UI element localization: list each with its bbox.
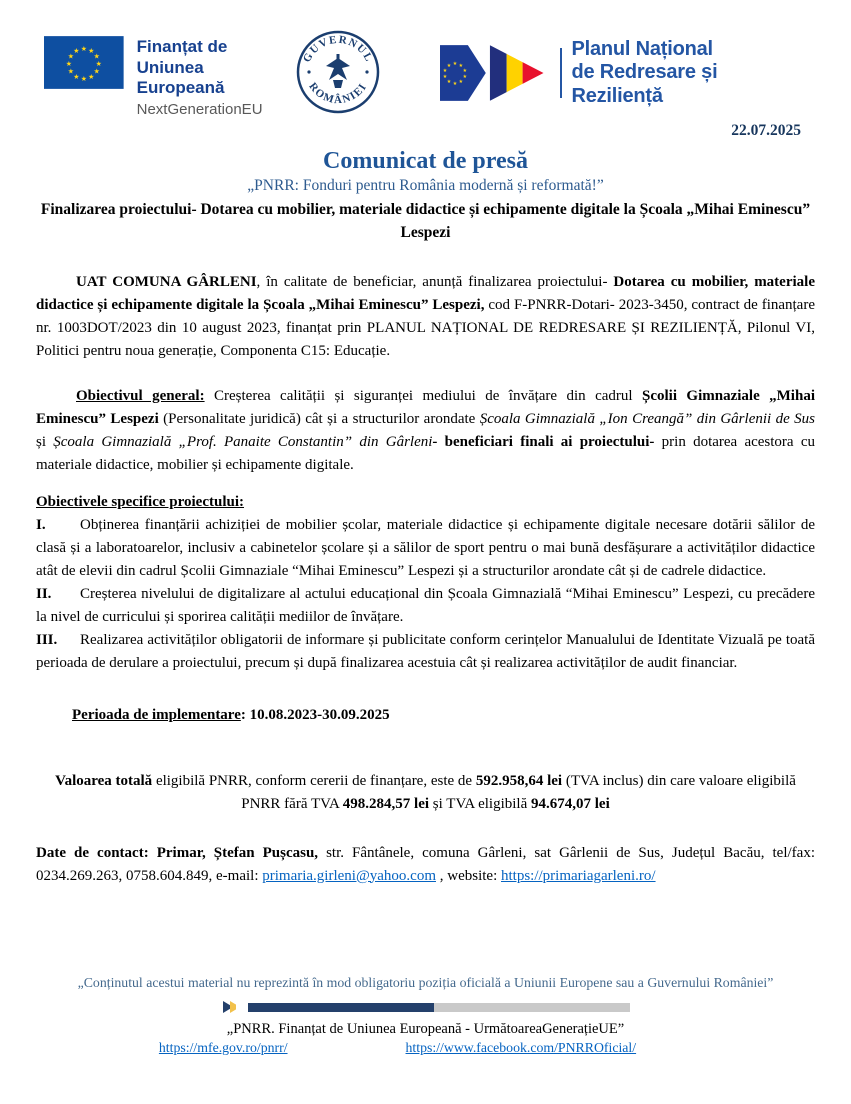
text-run: și	[36, 433, 54, 450]
objective-3	[36, 629, 815, 675]
general-objective-label: Obiectivul general:	[76, 387, 205, 404]
pnrr-arrows-icon	[440, 44, 551, 102]
project-name: Dotarea cu mobilier, materiale didactice și echipamente digitale la Școala „Mihai Eminescu” Lespezi,	[36, 273, 815, 313]
footer-links	[0, 1040, 823, 1056]
text-run: eligibilă PNRR, conform cererii de finanțare, este de	[152, 772, 476, 789]
svg-text:★: ★	[446, 79, 451, 86]
svg-text:★: ★	[452, 81, 457, 88]
footer-disclaimer: „Conținutul acestui material nu reprezintă în mod obligatoriu poziția oficială a Uniunii Europene sau a Guvernului României”	[77, 975, 774, 990]
project-heading: Finalizarea proiectului- Dotarea cu mobilier, materiale didactice și echipamente digitale la Școala „Mihai Eminescu” Lespezi	[40, 200, 811, 241]
contact-website-link[interactable]: https://primariagarleni.ro/	[501, 867, 656, 884]
pnrr-logo-text	[571, 38, 813, 108]
page-title: Comunicat de presă	[323, 147, 528, 174]
svg-text:★: ★	[73, 72, 80, 81]
svg-text:ROMÂNIEI: ROMÂNIEI	[305, 80, 370, 107]
romanian-government-logo	[296, 30, 380, 119]
paragraph-beneficiary	[36, 271, 815, 363]
text-run: , website:	[436, 867, 501, 884]
implementation-period	[36, 704, 815, 727]
svg-text:★: ★	[462, 74, 467, 81]
value-without-vat: 498.284,57 lei	[342, 795, 430, 812]
text-run: (Personalitate juridică) cât și a structurilor arondate	[158, 410, 480, 427]
header	[0, 0, 851, 120]
footer-facebook-link[interactable]: https://www.facebook.com/PNRROficial/	[405, 1040, 637, 1055]
text-run: Creșterea calității și siguranței mediului de învățare din cadrul	[204, 387, 642, 404]
objective-1-numeral: I.	[36, 516, 46, 533]
svg-text:★: ★	[88, 47, 95, 56]
svg-text:★: ★	[446, 63, 451, 70]
pnrr-text-line1: Planul Național	[571, 38, 713, 60]
svg-text:GUVERNUL: GUVERNUL	[300, 33, 375, 65]
svg-text:★: ★	[80, 74, 87, 83]
objective-1-text: Obținerea finanțării achiziției de mobilier școlar, materiale didactice și echipamente digitale necesare dotării sălilor de clasă și a laboratoarelor, inclusiv a cabinetelor școlare și a sălilor de sport pentru o mai bună desfășurare a activităților didactice atât de elevii din cadrul Școlii Gimnaziale “Mihai Eminescu” Lespezi și a structurilor arondate cât și de cadrele didactice.	[36, 516, 815, 579]
text-run: cod F-PNRR-Dotari- 2023-3450, contract de finanțare nr. 1003DOT/2023 din 10 august 2023, finanțat prin PLANUL NAȚIONAL DE REDRESARE ȘI REZILIENȚĂ, Pilonul VI, Politici pentru noua generație, Componenta C15: Educație.	[36, 296, 815, 359]
eu-funding-logo	[44, 36, 296, 120]
specific-objectives-heading: Obiectivele specifice proiectului:	[36, 493, 245, 510]
svg-text:★: ★	[93, 67, 100, 76]
government-seal-icon	[296, 30, 380, 114]
school-name-italic: Școala Gimnazială „Ion Creangă” din Gârlenii de Sus	[479, 410, 815, 427]
footer-arrows-icon	[222, 1000, 248, 1014]
implementation-period-label: Perioada de implementare	[72, 706, 241, 723]
paragraph-general-objective	[36, 385, 815, 477]
svg-text:★: ★	[67, 67, 74, 76]
text-run: prin dotarea acestora cu materiale didactice, mobilier și echipamente digitale.	[36, 433, 815, 473]
school-name-italic: Școala Gimnazială „Prof. Panaite Constantin” din Gârleni	[53, 433, 433, 450]
footer-progress-bar	[0, 1000, 851, 1014]
eu-text-line3: NextGenerationEU	[136, 101, 263, 119]
pnrr-logo	[440, 38, 814, 108]
pnrr-text-line2: de Redresare și Reziliență	[571, 61, 718, 107]
total-value-amount: 592.958,64 lei	[475, 772, 563, 789]
objective-2	[36, 583, 815, 629]
contact-email-link[interactable]: primaria.girleni@yahoo.com	[262, 867, 436, 884]
svg-text:★: ★	[65, 59, 72, 68]
objective-1	[36, 514, 815, 583]
objective-2-text: Creșterea nivelului de digitalizare al actului educațional din Școala Gimnazială “Mihai Eminescu” Lespezi, cu precădere la nivel de curricului și sporirea calității mediilor de învățare.	[36, 585, 815, 625]
beneficiaries-label: - beneficiari finali ai proiectului-	[432, 433, 655, 450]
paragraph-contact	[36, 842, 815, 888]
paragraph-total-value	[36, 770, 815, 816]
pnrr-separator	[560, 48, 562, 98]
svg-text:★: ★	[95, 59, 102, 68]
svg-text:★: ★	[458, 79, 463, 86]
implementation-period-value: : 10.08.2023-30.09.2025	[240, 706, 390, 723]
beneficiary-name: UAT COMUNA GÂRLENI	[76, 273, 257, 290]
document-date: 22.07.2025	[731, 121, 801, 139]
footer-pnrr-line: „PNRR. Finanțat de Uniunea Europeană - UrmătoareaGenerațieUE”	[226, 1021, 625, 1037]
svg-text:★: ★	[458, 63, 463, 70]
footer	[0, 975, 851, 1056]
document-body	[0, 271, 851, 888]
footer-bar-gray	[434, 1003, 630, 1012]
text-run: și TVA eligibilă	[429, 795, 531, 812]
text-run: str. Fântânele, comuna Gârleni, sat Gârlenii de Sus, Județul Bacău, tel/fax: 0234.269.263, 0758.604.849, e-mail:	[36, 844, 815, 884]
vat-amount: 94.674,07 lei	[531, 795, 610, 812]
svg-text:★: ★	[442, 74, 447, 81]
school-name: Școlii Gimnaziale „Mihai Eminescu” Lespezi	[36, 387, 815, 427]
eu-text-line1: Finanțat de	[136, 37, 228, 56]
eu-funding-text	[137, 37, 296, 120]
contact-label: Date de contact: Primar, Ștefan Pușcasu,	[36, 844, 319, 861]
objective-2-numeral: II.	[36, 585, 52, 602]
eu-flag-icon	[44, 36, 124, 89]
total-value-label: Valoarea totală	[55, 772, 153, 789]
svg-text:★: ★	[452, 61, 457, 68]
svg-text:★: ★	[80, 45, 87, 54]
svg-text:★: ★	[88, 72, 95, 81]
svg-text:★: ★	[442, 68, 447, 75]
footer-bar-navy	[248, 1003, 434, 1012]
svg-text:★: ★	[73, 47, 80, 56]
svg-text:★: ★	[93, 52, 100, 61]
page-subtitle: „PNRR: Fonduri pentru România modernă și reformată!”	[247, 176, 604, 194]
objective-3-numeral: III.	[36, 631, 58, 648]
footer-mfe-link[interactable]: https://mfe.gov.ro/pnrr/	[158, 1040, 288, 1055]
svg-text:★: ★	[462, 68, 467, 75]
eu-text-line2: Uniunea Europeană	[136, 57, 225, 98]
objective-3-text: Realizarea activităților obligatorii de informare și publicitate conform cerințelor Manualului de Identitate Vizuală pe toată perioada de derulare a proiectului, precum și după finalizarea acestuia cât și realizarea activităților de audit financiar.	[36, 631, 815, 671]
text-run: (TVA inclus) din care valoare eligibilă PNRR fără TVA	[241, 772, 796, 812]
svg-text:★: ★	[67, 52, 74, 61]
text-run: , în calitate de beneficiar, anunță finalizarea proiectului-	[256, 273, 614, 290]
